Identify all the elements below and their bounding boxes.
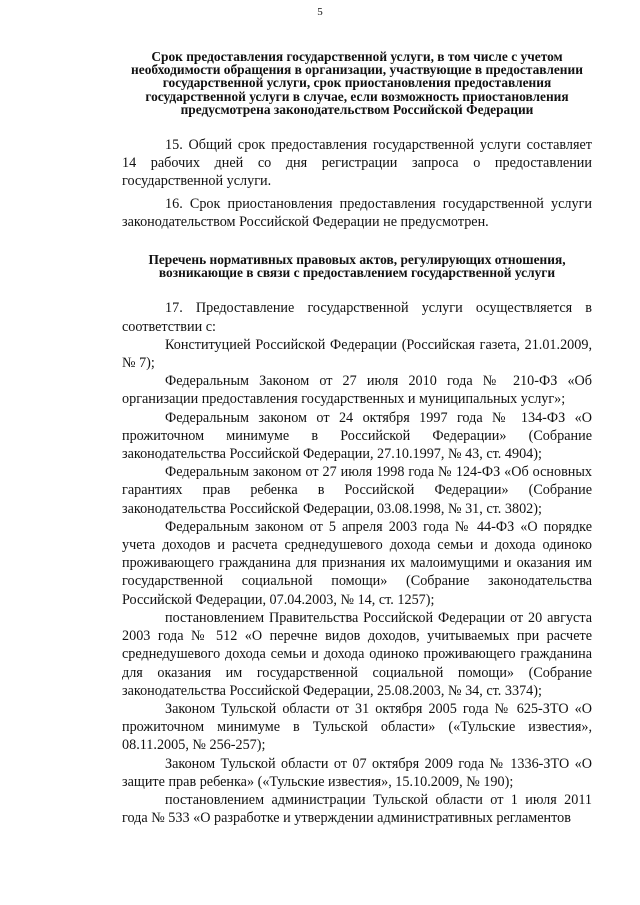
paragraph-17: 17. Предоставление государственной услуги осуществляется в соответствии с: <box>122 300 592 335</box>
page-number: 5 <box>317 6 323 18</box>
legal-act-item: Законом Тульской области от 31 октября 2005 года № 625-ЗТО «О прожиточном минимуме в Тульской области» («Тульские известия», 08.11.2005, № 256-257); <box>122 700 592 754</box>
legal-act-item: постановлением Правительства Российской Федерации от 20 августа 2003 года № 512 «О перечне видов доходов, учитываемых при расчете среднедушевого дохода семьи и дохода одиноко проживающего гражданина для оказания им государственной социальной помощи» (Собрание законодательства Российской Федерации, 25.08.2003, № 34, ст. 3374); <box>122 609 592 699</box>
legal-act-item: постановлением администрации Тульской области от 1 июля 2011 года № 533 «О разработке и утверждении административных регламентов <box>122 791 592 827</box>
legal-act-item: Федеральным законом от 5 апреля 2003 года № 44-ФЗ «О порядке учета доходов и расчета среднедушевого дохода семьи и дохода одиноко проживающего гражданина для признания их малоимущими и оказания им государственной социальной помощи» (Собрание законодательства Российской Федерации, 07.04.2003, № 14, ст. 1257); <box>122 518 592 608</box>
legal-act-item: Законом Тульской области от 07 октября 2009 года № 1336-ЗТО «О защите прав ребенка» («Тульские известия», 15.10.2009, № 190); <box>122 755 592 790</box>
section-heading-legal-acts: Перечень нормативных правовых актов, регулирующих отношения, возникающие в связи с предоставлением государственной услуги <box>148 252 566 281</box>
section-heading-term: Срок предоставления государственной услуги, в том числе с учетом необходимости обращения в организации, участвующие в предоставлении государственной услуги, срок приостановления предоставления государственной услуги в случае, если возможность приостановления предусмотрена законодательством Российской Федерации <box>131 49 583 117</box>
legal-act-item: Федеральным законом от 27 июля 1998 года № 124-ФЗ «Об основных гарантиях прав ребенка в Российской Федерации» (Собрание законодательства Российской Федерации, 03.08.1998, № 31, ст. 3802); <box>122 464 592 517</box>
paragraph-16: 16. Срок приостановления предоставления государственной услуги законодательством Российской Федерации не предусмотрен. <box>122 195 592 230</box>
legal-act-item: Федеральным законом от 24 октября 1997 года № 134-ФЗ «О прожиточном минимуме в Российской Федерации» (Собрание законодательства Российской Федерации, 27.10.1997, № 43, ст. 4904); <box>122 409 592 463</box>
legal-act-item: Конституцией Российской Федерации (Российская газета, 21.01.2009, № 7); <box>122 336 592 372</box>
paragraph-15: 15. Общий срок предоставления государственной услуги составляет 14 рабочих дней со дня регистрации запроса о предоставлении государственной услуги. <box>122 137 592 190</box>
legal-act-item: Федеральным Законом от 27 июля 2010 года № 210-ФЗ «Об организации предоставления государственных и муниципальных услуг»; <box>122 373 592 408</box>
